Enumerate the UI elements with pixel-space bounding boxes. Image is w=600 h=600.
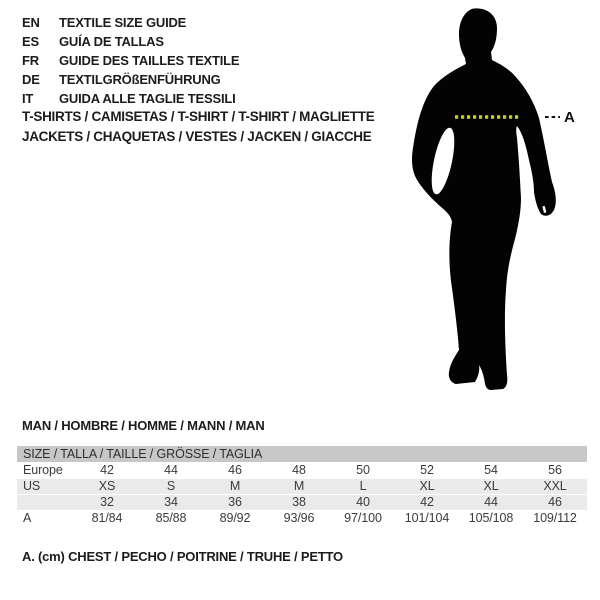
size-cell: 48	[292, 463, 306, 477]
size-cell: M	[293, 479, 305, 493]
size-cell: 42	[420, 495, 434, 509]
size-cell: 97/100	[344, 511, 382, 525]
table-row	[17, 478, 587, 494]
row-label: Europe	[23, 463, 63, 477]
section-heading: MAN / HOMBRE / HOMME / MANN / MAN	[22, 418, 265, 433]
size-cell: 89/92	[219, 511, 251, 525]
size-cell: 40	[356, 495, 370, 509]
category-line-tshirts: T-SHIRTS / CAMISETAS / T-SHIRT / T-SHIRT / MAGLIETTE	[22, 109, 375, 124]
language-label: TEXTILE SIZE GUIDE	[59, 15, 187, 30]
size-cell: 36	[228, 495, 242, 509]
size-cell: 52	[420, 463, 434, 477]
language-row	[22, 51, 239, 70]
table-body	[17, 462, 587, 526]
size-cell: 56	[548, 463, 562, 477]
language-code: IT	[22, 91, 34, 106]
language-list	[22, 13, 239, 108]
language-label: GUÍA DE TALLAS	[59, 34, 164, 49]
size-cell: XL	[419, 479, 435, 493]
language-row	[22, 13, 239, 32]
language-label: TEXTILGRÖßENFÜHRUNG	[59, 72, 221, 87]
size-table	[17, 446, 587, 526]
language-code: ES	[22, 34, 39, 49]
size-cell: 38	[292, 495, 306, 509]
man-silhouette-figure	[403, 8, 580, 408]
size-cell: 54	[484, 463, 498, 477]
size-cell: XXL	[543, 479, 567, 493]
size-cell: 101/104	[404, 511, 450, 525]
size-cell: 105/108	[468, 511, 514, 525]
size-cell: 32	[100, 495, 114, 509]
table-row	[17, 462, 587, 478]
size-cell: 44	[164, 463, 178, 477]
size-cell: 46	[548, 495, 562, 509]
size-cell: S	[166, 479, 176, 493]
size-cell: XS	[98, 479, 116, 493]
language-label: GUIDE DES TAILLES TEXTILE	[59, 53, 240, 68]
row-label: US	[23, 479, 41, 493]
language-code: EN	[22, 15, 40, 30]
size-cell: 81/84	[91, 511, 123, 525]
man-silhouette	[412, 8, 556, 390]
size-cell: 46	[228, 463, 242, 477]
measure-label-a: A	[564, 109, 575, 126]
language-label: GUIDA ALLE TAGLIE TESSILI	[59, 91, 236, 106]
size-cell: 44	[484, 495, 498, 509]
language-code: DE	[22, 72, 40, 87]
category-heading	[22, 107, 374, 146]
table-header: SIZE / TALLA / TAILLE / GRÖSSE / TAGLIA	[17, 446, 587, 462]
language-row	[22, 89, 239, 108]
size-cell: M	[229, 479, 241, 493]
table-row	[17, 494, 587, 510]
measurement-footnote: A. (cm) CHEST / PECHO / POITRINE / TRUHE / PETTO	[22, 549, 343, 564]
size-cell: 109/112	[533, 511, 577, 525]
size-cell: 85/88	[155, 511, 187, 525]
table-row	[17, 510, 587, 526]
language-row	[22, 70, 239, 89]
size-cell: XL	[483, 479, 499, 493]
row-label: A	[23, 511, 32, 525]
size-cell: 42	[100, 463, 114, 477]
size-cell: 34	[164, 495, 178, 509]
size-cell: 50	[356, 463, 370, 477]
size-cell: 93/96	[283, 511, 315, 525]
language-row	[22, 32, 239, 51]
category-line-jackets: JACKETS / CHAQUETAS / VESTES / JACKEN / GIACCHE	[22, 128, 372, 144]
language-code: FR	[22, 53, 39, 68]
size-cell: L	[359, 479, 367, 493]
